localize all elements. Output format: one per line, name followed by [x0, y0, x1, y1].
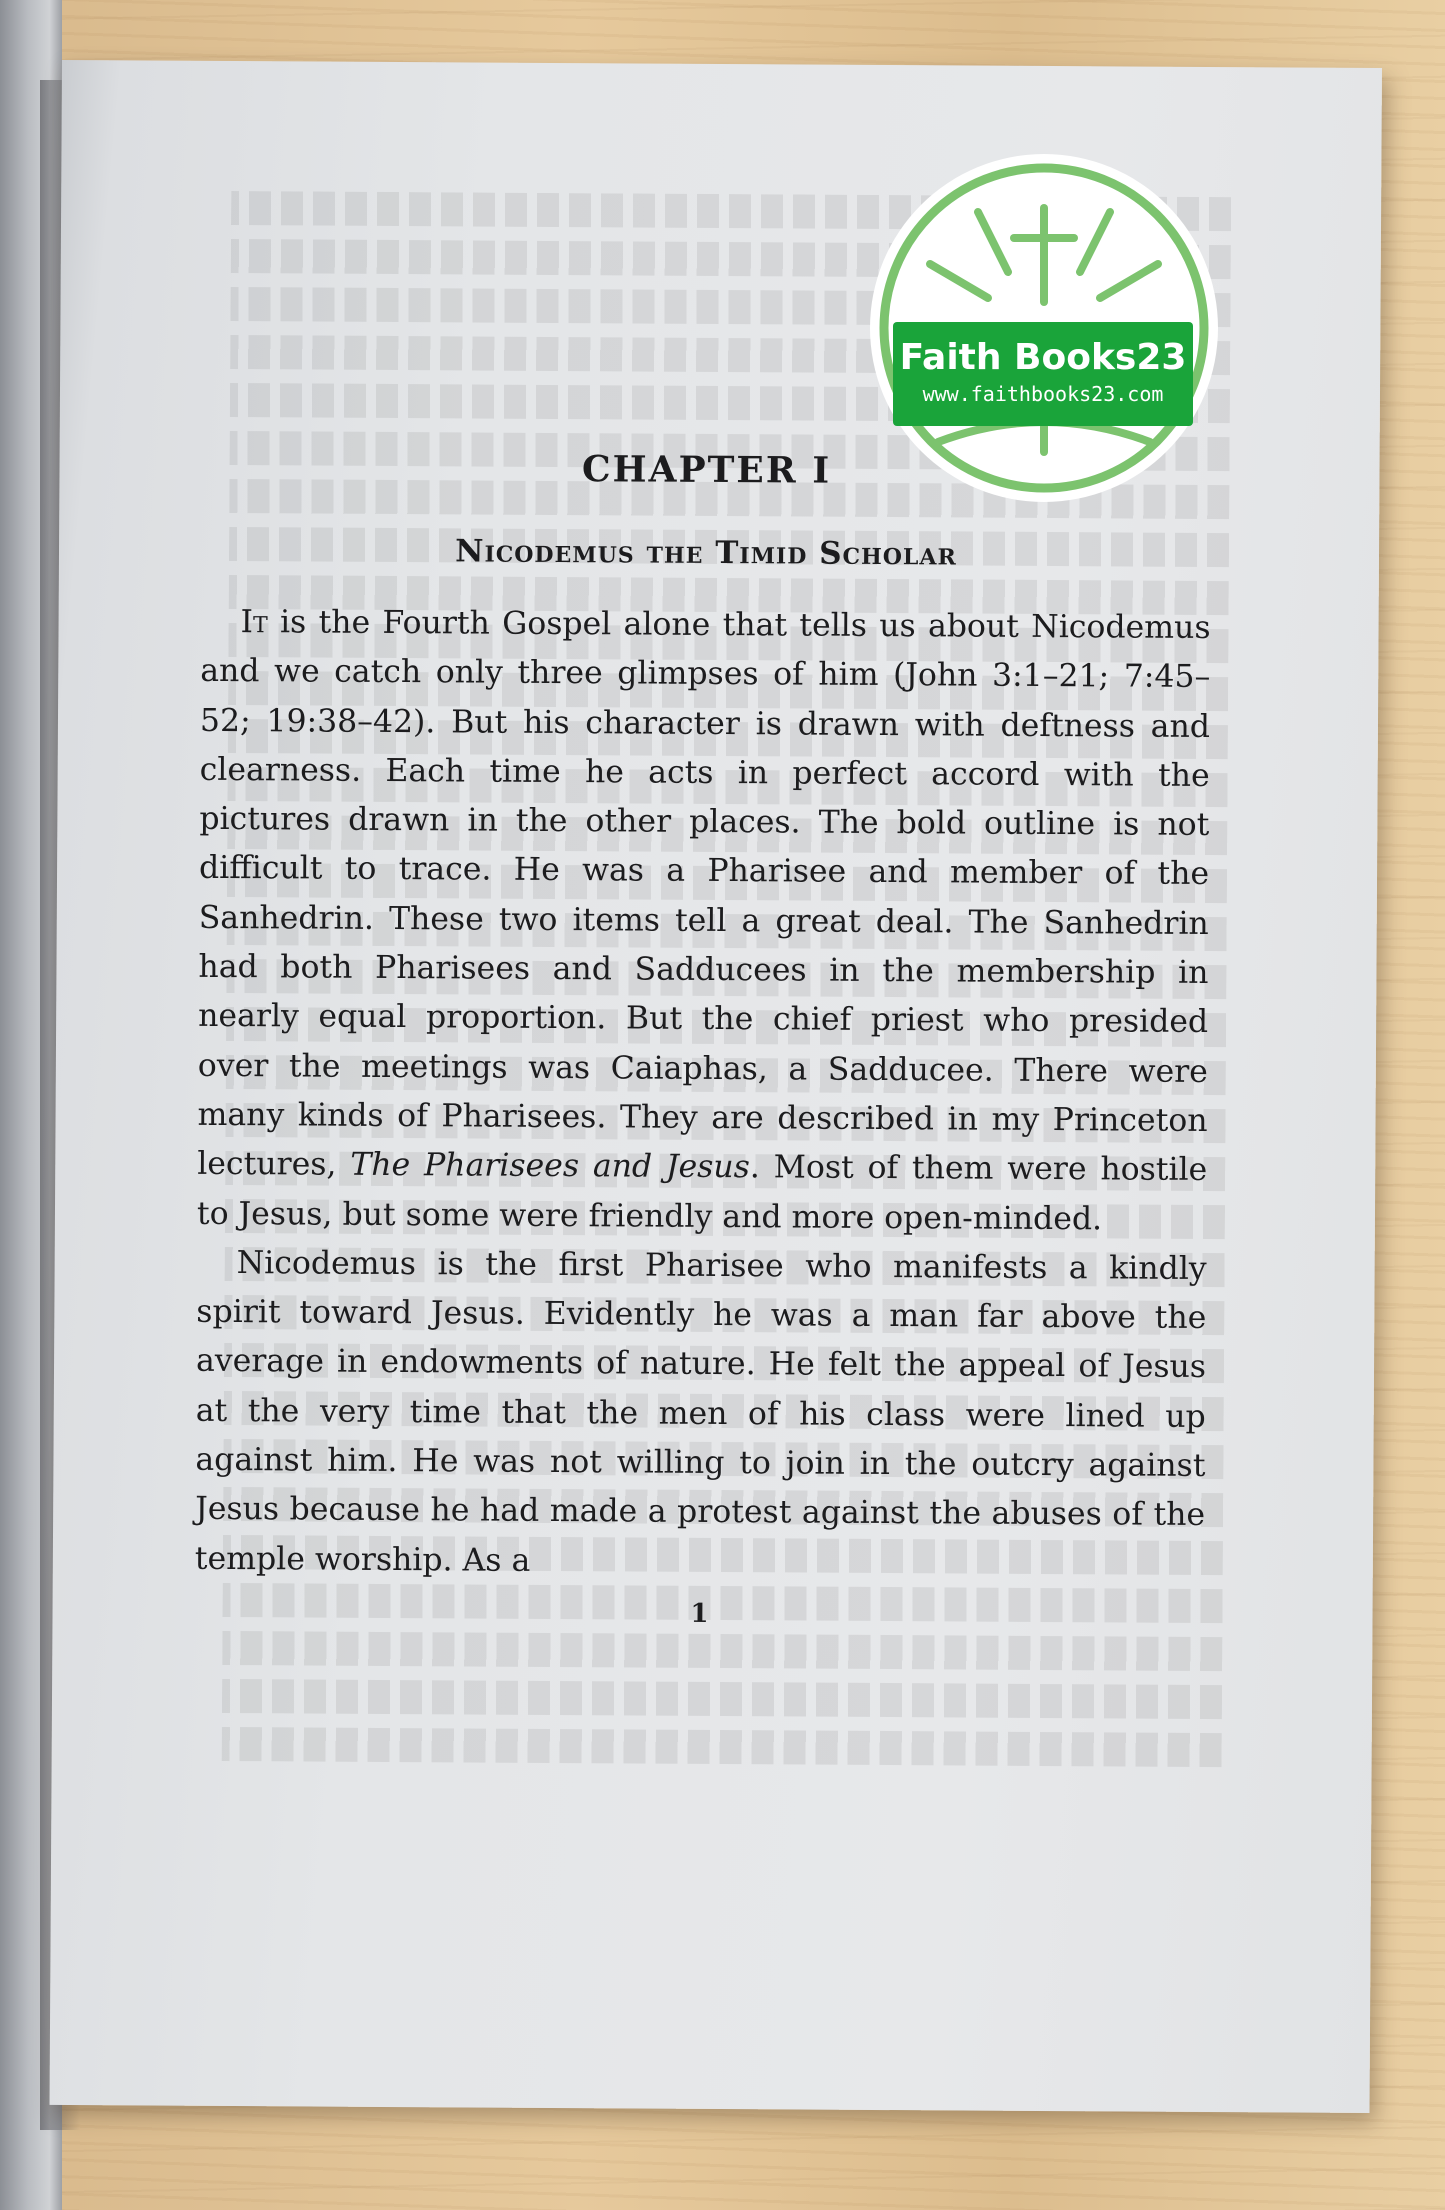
watermark-banner: [893, 322, 1193, 426]
drop-lead-word: It: [240, 604, 268, 641]
body-paragraph-1: [197, 598, 1211, 1245]
chapter-subtitle: Nicodemus the Timid Scholar: [455, 533, 957, 573]
chapter-heading: CHAPTER I: [581, 448, 832, 492]
body-paragraph-2: Nicodemus is the first Pharisee who manifests a kindly spirit toward Jesus. Evidently he was a man far above the average in endowments of nature. He felt the appeal of Jesus at the very time that the men of his class were lined up against him. He was not willing to join in the outcry against Jesus because he had made a protest against the abuses of the temple worship. As a: [194, 1244, 1207, 1579]
page-text: [194, 446, 1211, 1632]
paragraph-1-text-end: . Most of them were hostile to Jesus, but some were friendly and more open-minded.: [196, 1149, 1208, 1237]
page-number: 1: [690, 1598, 709, 1629]
paragraph-1-text: is the Fourth Gospel alone that tells us about Nicodemus and we catch only three glimpses of him (John 3:1–21; 7:45–52; 19:38–42). But his character is drawn with deftness and clearness. Each time he acts in perfect accord with the pictures drawn in the other places. The bold outline is not difficult to trace. He was a Pharisee and member of the Sanhedrin. These two items tell a great deal. The Sanhedrin had both Pharisees and Sadducees in the membership in nearly equal proportion. But the chief priest who presided over the meetings was Caiaphas, a Sadducee. There were many kinds of Pharisees. They are described in my Princeton lectures,: [197, 604, 1211, 1184]
book-title-italic: The Pharisees and Jesus: [350, 1147, 750, 1186]
watermark-name: Faith Books23: [899, 337, 1187, 378]
watermark-url: www.faithbooks23.com: [922, 382, 1164, 406]
